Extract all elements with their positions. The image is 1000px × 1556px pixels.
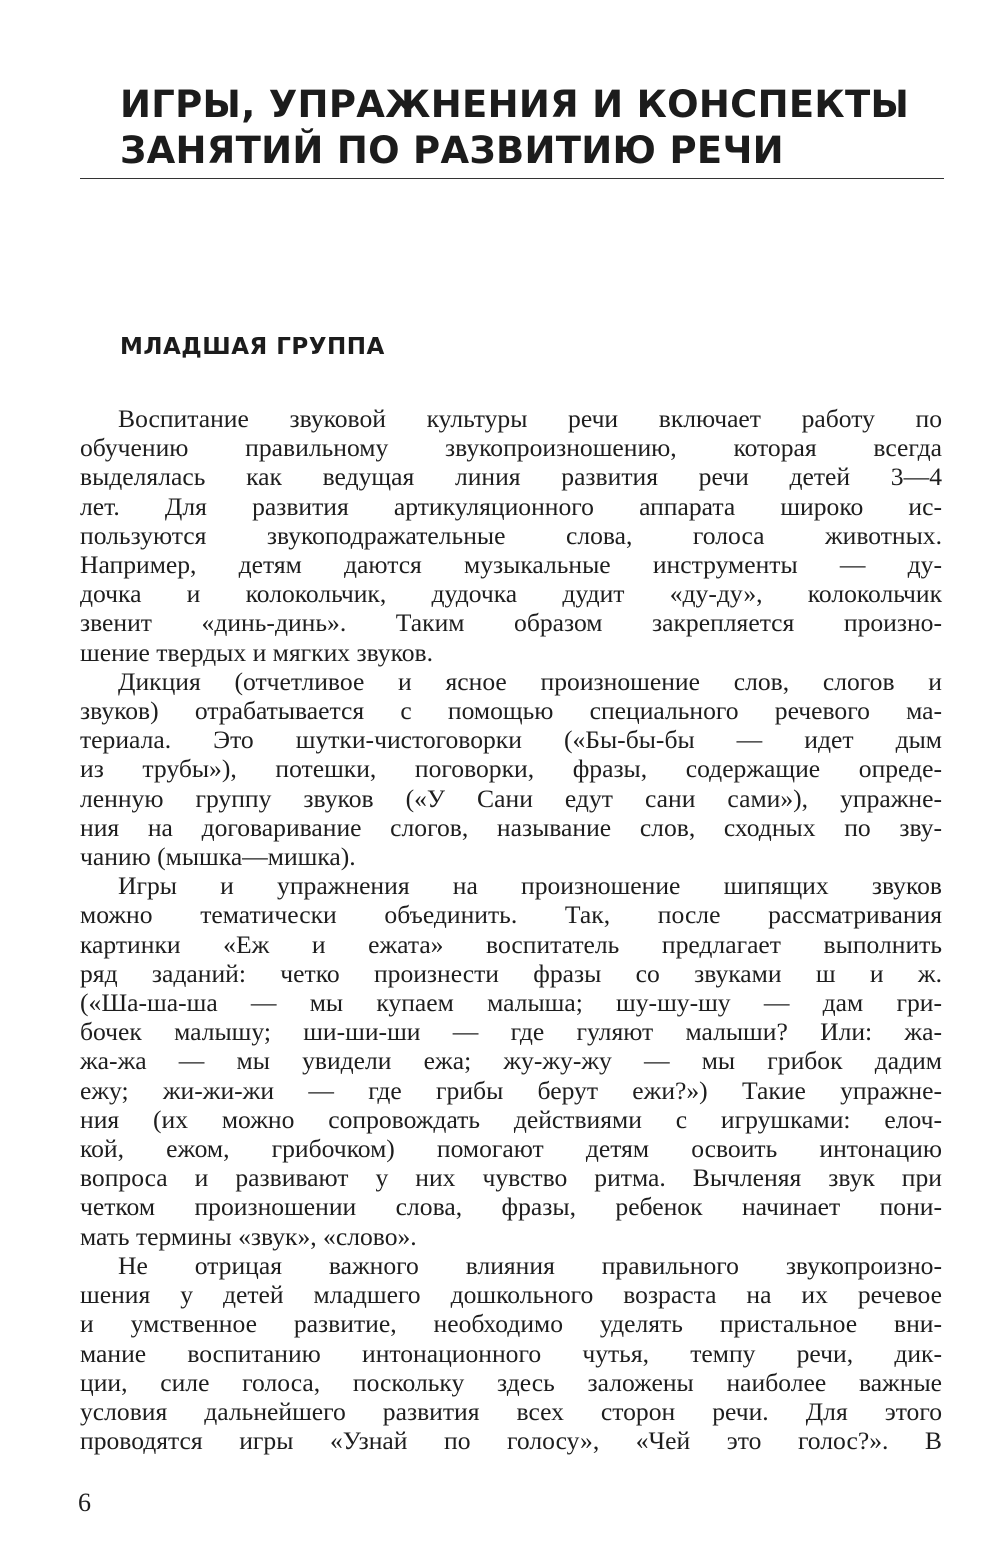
text-line: ния (их можно сопровождать действиями с игрушками: елоч- bbox=[80, 1104, 942, 1134]
text-line: Например, детям даются музыкальные инструменты — ду- bbox=[80, 550, 942, 580]
text-line: мать термины «звук», «слово». bbox=[80, 1221, 417, 1251]
text-line: вопроса и развивают у них чувство ритма. Вычленяя звук при bbox=[80, 1163, 942, 1193]
text-line: обучению правильному звукопроизношению, которая всегда bbox=[80, 433, 942, 463]
text-line: шения у детей младшего дошкольного возраста на их речевое bbox=[80, 1280, 942, 1310]
text-line: ежу; жи-жи-жи — где грибы берут ежи?») Такие упражне- bbox=[80, 1075, 942, 1105]
text-line: лет. Для развития артикуляционного аппарата широко ис- bbox=[80, 491, 942, 521]
title-divider bbox=[80, 178, 944, 179]
section-title: МЛАДШАЯ ГРУППА bbox=[120, 334, 385, 360]
text-line: («Ша-ша-ша — мы купаем малыша; шу-шу-шу — дам гри- bbox=[80, 988, 942, 1018]
text-line: шение твердых и мягких звуков. bbox=[80, 637, 433, 667]
chapter-title-line-2: ЗАНЯТИЙ ПО РАЗВИТИЮ РЕЧИ bbox=[120, 129, 784, 172]
text-line: Игры и упражнения на произношение шипящих звуков bbox=[118, 871, 942, 901]
text-line: выделялась как ведущая линия развития речи детей 3—4 bbox=[80, 462, 942, 492]
text-line: картинки «Еж и ежата» воспитатель предлагает выполнить bbox=[80, 929, 942, 959]
chapter-title-line-1: ИГРЫ, УПРАЖНЕНИЯ И КОНСПЕКТЫ bbox=[120, 83, 910, 126]
text-line: ции, силе голоса, поскольку здесь заложены наиболее важные bbox=[80, 1367, 942, 1397]
paragraph bbox=[80, 1251, 942, 1455]
text-line: звенит «динь-динь». Таким образом закрепляется произно- bbox=[80, 608, 942, 638]
text-line: териала. Это шутки-чистоговорки («Бы-бы-бы — идет дым bbox=[80, 725, 942, 755]
paragraph bbox=[80, 404, 942, 667]
text-line: мание воспитанию интонационного чутья, темпу речи, дик- bbox=[80, 1338, 942, 1368]
text-line: дочка и колокольчик, дудочка дудит «ду-ду», колокольчик bbox=[80, 579, 942, 609]
text-line: проводятся игры «Узнай по голосу», «Чей это голос?». В bbox=[80, 1426, 942, 1456]
text-line: четком произношении слова, фразы, ребенок начинает пони- bbox=[80, 1192, 942, 1222]
text-line: чанию (мышка—мишка). bbox=[80, 842, 356, 872]
text-line: жа-жа — мы увидели ежа; жу-жу-жу — мы грибок дадим bbox=[80, 1046, 942, 1076]
text-line: можно тематически объединить. Так, после рассматривания bbox=[80, 900, 942, 930]
text-line: пользуются звукоподражательные слова, голоса животных. bbox=[80, 520, 942, 550]
text-line: ленную группу звуков («У Сани едут сани сами»), упражне- bbox=[80, 783, 942, 813]
paragraph bbox=[80, 871, 942, 1251]
page-number: 6 bbox=[78, 1488, 91, 1517]
paragraph bbox=[80, 667, 942, 871]
text-line: и умственное развитие, необходимо уделять пристальное вни- bbox=[80, 1309, 942, 1339]
text-line: бочек малышу; ши-ши-ши — где гуляют малыши? Или: жа- bbox=[80, 1017, 942, 1047]
text-line: условия дальнейшего развития всех сторон речи. Для этого bbox=[80, 1396, 942, 1426]
text-line: Не отрицая важного влияния правильного звукопроизно- bbox=[118, 1250, 942, 1280]
text-line: звуков) отрабатывается с помощью специального речевого ма- bbox=[80, 696, 942, 726]
text-line: из трубы»), потешки, поговорки, фразы, содержащие опреде- bbox=[80, 754, 942, 784]
text-line: Дикция (отчетливое и ясное произношение слов, слогов и bbox=[118, 666, 942, 696]
chapter-title bbox=[120, 82, 950, 174]
body-text bbox=[80, 404, 942, 1455]
text-line: ряд заданий: четко произнести фразы со звуками ш и ж. bbox=[80, 958, 942, 988]
text-line: ния на договаривание слогов, называние слов, сходных по зву- bbox=[80, 812, 942, 842]
text-line: кой, ежом, грибочком) помогают детям освоить интонацию bbox=[80, 1134, 942, 1164]
text-line: Воспитание звуковой культуры речи включает работу по bbox=[118, 404, 942, 433]
